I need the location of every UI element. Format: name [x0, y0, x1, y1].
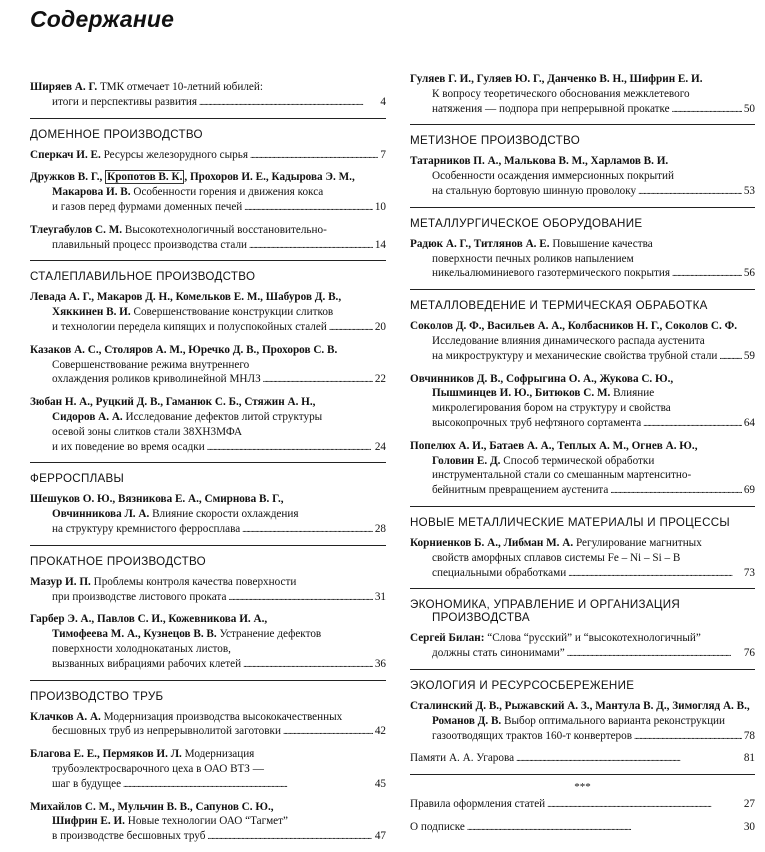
- page-number: 69: [743, 484, 755, 497]
- section-heading: МЕТАЛЛУРГИЧЕСКОЕ ОБОРУДОВАНИЕ: [410, 207, 755, 230]
- toc-entry[interactable]: Соколов Д. Ф., Васильев А. А., Колбасников Н. Г., Соколов С. Ф. Исследование влияния динамического распада аустенита на микроструктуру и механические свойства трубной стали . . . 59: [410, 319, 755, 363]
- section-heading: МЕТИЗНОЕ ПРОИЗВОДСТВО: [410, 124, 755, 147]
- section-heading: ФЕРРОСПЛАВЫ: [30, 462, 386, 485]
- toc-entry[interactable]: Гарбер Э. А., Павлов С. И., Кожевникова И. А., Тимофеева М. А., Кузнецов В. В. Устранение дефектов поверхности холоднокатаных листов, вызванных вибрациями рабочих клетей . . . 36: [30, 612, 386, 671]
- toc-entry[interactable]: Зюбан Н. А., Руцкий Д. В., Гаманюк С. Б., Стяжин А. Н., Сидоров А. А. Исследование дефектов литой структуры осевой зоны слитков стали 38ХН3МФА и их поведение во время осадки . . . 24: [30, 395, 386, 454]
- page-number: 47: [374, 830, 386, 843]
- page-number: 42: [374, 725, 386, 738]
- toc-right-column: [410, 72, 755, 843]
- page-number: 78: [743, 729, 755, 742]
- page-number: 30: [743, 820, 755, 833]
- section-heading: ДОМЕННОЕ ПРОИЗВОДСТВО: [30, 118, 386, 141]
- toc-entry[interactable]: Сталинский Д. В., Рыжавский А. З., Мантула В. Д., Зимогляд А. В., Романов Д. В. Выбор оптимального варианта реконструкции газоотводящих трактов 160-т конвертеров . . . 78: [410, 699, 755, 743]
- toc-entry[interactable]: Михайлов С. М., Мульчин В. В., Сапунов С. Ю., Шифрин Е. И. Новые технологии ОАО “Тагмет” в производстве бесшовных труб . . . 47: [30, 800, 386, 844]
- page-number: 76: [743, 647, 755, 660]
- toc-entry[interactable]: Ширяев А. Г. ТМК отмечает 10-летний юбилей: итоги и перспективы развития . . . 4: [30, 80, 386, 110]
- page-number: 36: [374, 657, 386, 670]
- toc-entry[interactable]: Корниенков Б. А., Либман М. А. Регулирование магнитных свойств аморфных сплавов системы Fe – Ni – Si – B специальными обработками . . . 73: [410, 536, 755, 580]
- page-number: 24: [374, 440, 386, 453]
- toc-entry[interactable]: Благова Е. Е., Пермяков И. Л. Модернизация трубоэлектросварочного цеха в ОАО ВТЗ — шаг в будущее . . . 45: [30, 747, 386, 791]
- toc-entry[interactable]: Попелюх А. И., Батаев А. А., Теплых А. М., Огнев А. Ю., Головин Е. Д. Способ термической обработки инструментальной стали со смешанным мартенситно- бейнитным превращением аустенита . . . 69: [410, 439, 755, 498]
- page-number: 28: [374, 522, 386, 535]
- toc-entry[interactable]: Казаков А. С., Столяров А. М., Юречко Д. В., Прохоров С. В. Совершенствование режима внутреннего охлаждения роликов криволинейной МНЛЗ . . . 22: [30, 343, 386, 387]
- toc-left-column: [30, 80, 386, 852]
- page-number: 64: [743, 416, 755, 429]
- toc-entry[interactable]: Правила оформления статей . . . 27: [410, 797, 755, 812]
- page-title: Содержание: [30, 6, 175, 32]
- toc-entry[interactable]: Сперкач И. Е. Ресурсы железорудного сырья . . . 7: [30, 148, 386, 163]
- toc-entry[interactable]: Шешуков О. Ю., Вязникова Е. А., Смирнова В. Г., Овчинникова Л. А. Влияние скорости охлаждения на структуру кремнистого ферросплава . . . 28: [30, 492, 386, 536]
- page-number: 22: [374, 373, 386, 386]
- highlighted-author: Кропотов В. К.: [107, 171, 183, 184]
- page-number: 31: [374, 590, 386, 603]
- page-number: 73: [743, 566, 755, 579]
- toc-entry[interactable]: Овчинников Д. В., Софрыгина О. А., Жукова С. Ю., Пышминцев И. Ю., Битюков С. М. Влияние микролегирования бором на структуру и свойства высокопрочных труб нефтяного сортамента . . . 64: [410, 372, 755, 431]
- page-number: 20: [374, 320, 386, 333]
- toc-entry[interactable]: Татарников П. А., Малькова В. М., Харламов В. И. Особенности осаждения иммерсионных покрытий на стальную бортовую шинную проволоку . . . 53: [410, 154, 755, 198]
- toc-entry[interactable]: Тлеугабулов С. М. Высокотехнологичный восстановительно- плавильный процесс производства стали . . . 14: [30, 223, 386, 253]
- page-number: 59: [743, 349, 755, 362]
- section-heading: ЭКОНОМИКА, УПРАВЛЕНИЕ И ОРГАНИЗАЦИЯ ПРОИЗВОДСТВА: [410, 588, 755, 624]
- toc-entry[interactable]: Памяти А. А. Угарова . . . 81: [410, 751, 755, 766]
- page-number: 4: [380, 95, 386, 108]
- toc-entry[interactable]: Дружков В. Г., Кропотов В. К. , Прохоров И. Е., Кадырова Э. М., Макарова И. В. Особенности горения и движения кокса и газов перед фурмами доменных печей . . . 10: [30, 170, 386, 214]
- toc-entry[interactable]: Радюк А. Г., Титлянов А. Е. Повышение качества поверхности печных роликов напылением никельалюминиевого газотермического покрытия . . . 56: [410, 237, 755, 281]
- section-heading: СТАЛЕПЛАВИЛЬНОЕ ПРОИЗВОДСТВО: [30, 260, 386, 283]
- page-number: 81: [743, 752, 755, 765]
- page-number: 7: [380, 148, 386, 161]
- page-number: 50: [743, 102, 755, 115]
- toc-entry[interactable]: Левада А. Г., Макаров Д. Н., Комельков Е. М., Шабуров Д. В., Хяккинен В. И. Совершенствование конструкции слитков и технологии передела кипящих и полуспокойных сталей . . . 20: [30, 290, 386, 334]
- section-heading: НОВЫЕ МЕТАЛЛИЧЕСКИЕ МАТЕРИАЛЫ И ПРОЦЕССЫ: [410, 506, 755, 529]
- section-heading: МЕТАЛЛОВЕДЕНИЕ И ТЕРМИЧЕСКАЯ ОБРАБОТКА: [410, 289, 755, 312]
- toc-entry[interactable]: Мазур И. П. Проблемы контроля качества поверхности при производстве листового проката . . . 31: [30, 575, 386, 605]
- section-heading: ПРОКАТНОЕ ПРОИЗВОДСТВО: [30, 545, 386, 568]
- page-number: 45: [374, 777, 386, 790]
- toc-entry[interactable]: Гуляев Г. И., Гуляев Ю. Г., Данченко В. Н., Шифрин Е. И. К вопросу теоретического обоснования межклетевого натяжения — подпора при непрерывной прокатке . . . 50: [410, 72, 755, 116]
- toc-entry[interactable]: О подписке . . . 30: [410, 820, 755, 835]
- separator-stars: ***: [410, 774, 755, 793]
- page-number: 14: [374, 238, 386, 251]
- page-number: 53: [743, 184, 755, 197]
- page-number: 10: [374, 200, 386, 213]
- page-number: 27: [743, 798, 755, 811]
- toc-entry[interactable]: Сергей Билан: “Слова “русский” и “высокотехнологичный” должны стать синонимами” . . . 76: [410, 631, 755, 661]
- page-number: 56: [743, 267, 755, 280]
- toc-entry[interactable]: Клачков А. А. Модернизация производства высококачественных бесшовных труб из непрерывнолитой заготовки . . . 42: [30, 710, 386, 740]
- section-heading: ПРОИЗВОДСТВО ТРУБ: [30, 680, 386, 703]
- section-heading: ЭКОЛОГИЯ И РЕСУРСОСБЕРЕЖЕНИЕ: [410, 669, 755, 692]
